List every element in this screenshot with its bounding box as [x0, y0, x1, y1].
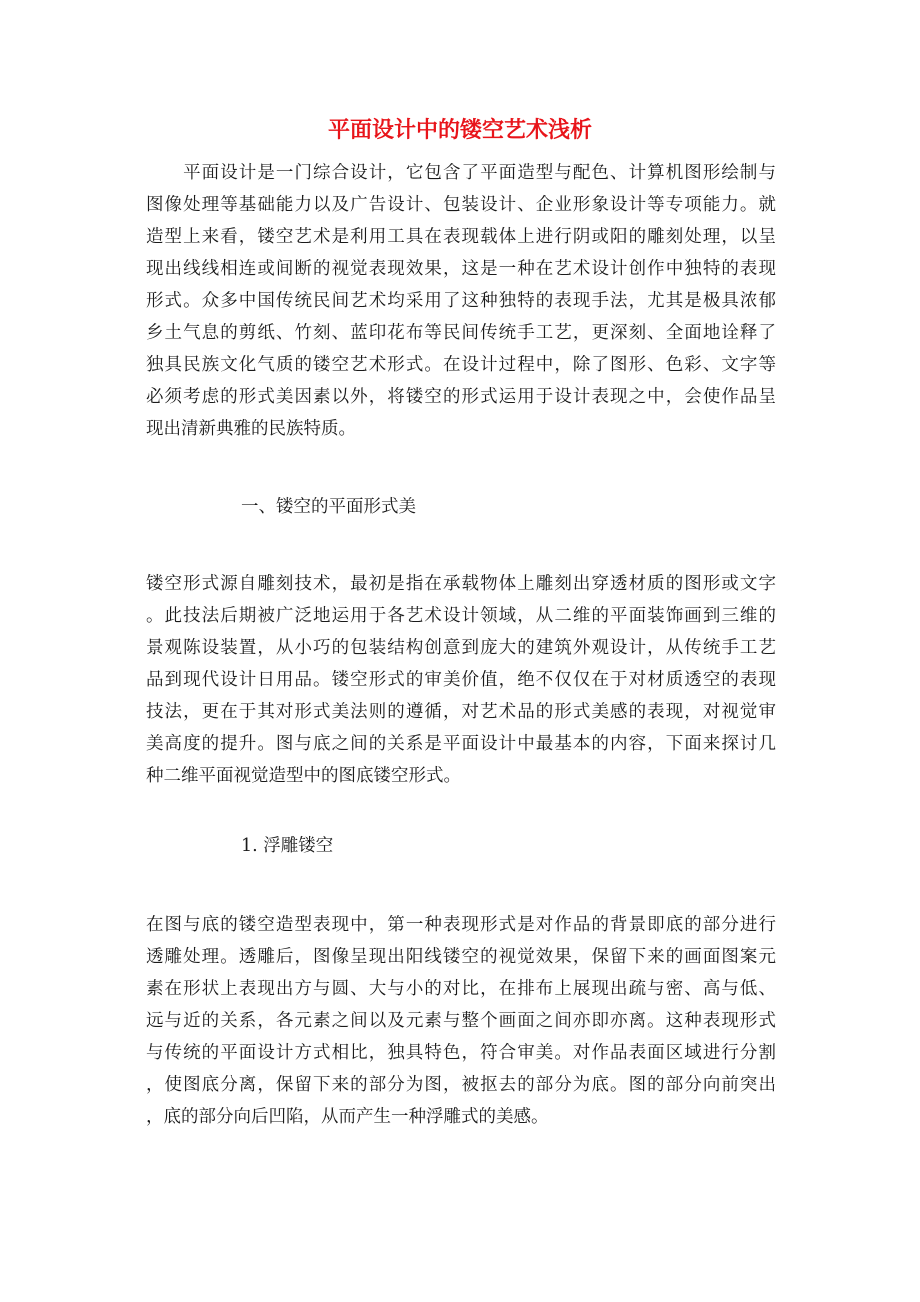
paragraph-line: 乡土气息的剪纸、竹刻、蓝印花布等民间传统手工艺，更深刻、全面地诠释了 — [146, 323, 776, 343]
paragraph-line: 镂空形式源自雕刻技术，最初是指在承载物体上雕刻出穿透材质的图形或文字 — [146, 574, 776, 594]
paragraph-line: 。此技法后期被广泛地运用于各艺术设计领域，从二维的平面装饰画到三维的 — [146, 606, 776, 626]
subsection1-paragraph — [146, 909, 776, 1133]
paragraph-line: 种二维平面视觉造型中的图底镂空形式。 — [146, 766, 461, 786]
intro-paragraph — [146, 157, 776, 445]
paragraph-line: 远与近的关系，各元素之间以及元素与整个画面之间亦即亦离。这种表现形式 — [146, 1011, 776, 1031]
paragraph-line: 素在形状上表现出方与圆、大与小的对比，在排布上展现出疏与密、高与低、 — [146, 979, 776, 999]
paragraph-line: 独具民族文化气质的镂空艺术形式。在设计过程中，除了图形、色彩、文字等 — [146, 355, 776, 375]
paragraph-line: ，底的部分向后凹陷，从而产生一种浮雕式的美感。 — [146, 1107, 549, 1127]
subsection-heading: 1. 浮雕镂空 — [241, 836, 334, 856]
paragraph-line: 美高度的提升。图与底之间的关系是平面设计中最基本的内容，下面来探讨几 — [146, 734, 776, 754]
paragraph-line: 现出线线相连或间断的视觉表现效果，这是一种在艺术设计创作中独特的表现 — [146, 259, 776, 279]
section1-paragraph — [146, 568, 776, 792]
paragraph-line: 与传统的平面设计方式相比，独具特色，符合审美。对作品表面区域进行分割 — [146, 1043, 776, 1063]
paragraph-line: 形式。众多中国传统民间艺术均采用了这种独特的表现手法，尤其是极具浓郁 — [146, 291, 776, 311]
paragraph-line: 品到现代设计日用品。镂空形式的审美价值，绝不仅仅在于对材质透空的表现 — [146, 670, 776, 690]
paragraph-line: 造型上来看，镂空艺术是利用工具在表现载体上进行阴或阳的雕刻处理，以呈 — [146, 227, 776, 247]
paragraph-line: ，使图底分离，保留下来的部分为图，被抠去的部分为底。图的部分向前突出 — [146, 1075, 776, 1095]
page-title: 平面设计中的镂空艺术浅析 — [327, 118, 592, 143]
paragraph-line: 图像处理等基础能力以及广告设计、包装设计、企业形象设计等专项能力。就 — [146, 195, 776, 215]
paragraph-line: 景观陈设装置，从小巧的包装结构创意到庞大的建筑外观设计，从传统手工艺 — [146, 638, 776, 658]
paragraph-line: 现出清新典雅的民族特质。 — [146, 419, 356, 439]
paragraph-line: 平面设计是一门综合设计，它包含了平面造型与配色、计算机图形绘制与 — [146, 163, 776, 183]
paragraph-line: 技法，更在于其对形式美法则的遵循，对艺术品的形式美感的表现，对视觉审 — [146, 702, 776, 722]
paragraph-line: 透雕处理。透雕后，图像呈现出阳线镂空的视觉效果，保留下来的画面图案元 — [146, 947, 776, 967]
paragraph-line: 在图与底的镂空造型表现中，第一种表现形式是对作品的背景即底的部分进行 — [146, 915, 776, 935]
section-heading: 一、镂空的平面形式美 — [241, 497, 416, 517]
paragraph-line: 必须考虑的形式美因素以外，将镂空的形式运用于设计表现之中，会使作品呈 — [146, 387, 776, 407]
